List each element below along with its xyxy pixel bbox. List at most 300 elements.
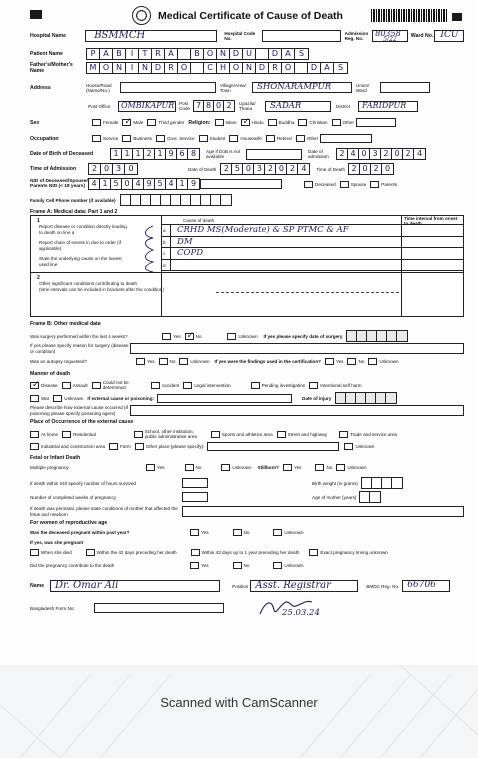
multiple-no-checkbox[interactable] [185, 464, 194, 471]
part2-text-2: (time intervals can be included in brackets after the condition) [39, 287, 164, 292]
position-label: Position [232, 583, 249, 589]
char-cell [347, 331, 357, 341]
manner-disease-checkbox[interactable] [30, 379, 40, 390]
check-mark-icon: ✓ [242, 117, 251, 127]
stillborn-yes-label: Yes [293, 465, 302, 470]
fetal-title: Fetal or Infant Death [30, 455, 81, 461]
injury-date-cells[interactable] [335, 392, 397, 404]
char-cell [382, 478, 392, 488]
manner-unknown-checkbox[interactable] [53, 395, 62, 402]
check-mark-icon: ✓ [186, 330, 195, 341]
occ-housewife-label: Housewife [240, 136, 262, 141]
religion-islam-label: Islam [225, 120, 237, 125]
char-cell [221, 195, 231, 205]
pregnant-unknown-checkbox[interactable] [273, 529, 282, 536]
char-cell [356, 393, 366, 403]
perinatal-field[interactable] [182, 506, 464, 517]
place-other-field[interactable] [207, 442, 339, 451]
autopsy-unknown-checkbox[interactable] [179, 358, 188, 365]
char-cell: U [243, 49, 256, 59]
pregnant-no-label: No [243, 530, 250, 535]
char-cell: A [100, 49, 113, 59]
char-cell: D [230, 49, 243, 59]
pregnant-row [30, 529, 464, 536]
char-cell: 0 [243, 164, 254, 174]
bmdc-field[interactable] [402, 580, 450, 592]
occ-retired-checkbox[interactable] [266, 135, 275, 142]
stillborn-no-checkbox[interactable] [315, 464, 324, 471]
nid-row [30, 178, 464, 190]
stillborn-yes-checkbox[interactable] [283, 464, 292, 471]
admission-value: 80358 [375, 29, 401, 38]
char-cell [211, 195, 221, 205]
manner-accident-checkbox[interactable] [151, 382, 160, 389]
address-row-2 [30, 100, 464, 112]
admission-date-label: Date of admission [308, 149, 329, 159]
weeks-label: Number of completed weeks of pregnancy [30, 494, 117, 500]
place-unknown-checkbox[interactable] [344, 443, 353, 450]
mother-age-cells[interactable] [359, 491, 381, 503]
char-cell: 0 [385, 164, 391, 173]
hours-field[interactable] [182, 478, 208, 488]
hospital-name-value: BSMMCH [94, 30, 146, 41]
place-row-1 [30, 429, 464, 439]
mother-age-label: Age of mother (years) [312, 494, 357, 500]
char-cell: 1 [111, 149, 122, 159]
char-cell: S [337, 63, 344, 72]
nid-parents-checkbox[interactable] [370, 181, 379, 188]
place-school-label: School, other institution, public administrative area [144, 429, 197, 439]
findings-unknown-label: Unknown [379, 359, 399, 364]
birth-weight-cells[interactable] [361, 477, 403, 489]
check-mark-icon: ✓ [124, 117, 132, 127]
char-cell [336, 393, 346, 403]
manner-disease-label: Disease [41, 382, 58, 388]
char-cell: 9 [144, 179, 155, 189]
occupation-row [30, 134, 464, 143]
char-cell [357, 331, 367, 341]
dob-cells[interactable] [110, 148, 200, 160]
char-cell: 3 [113, 164, 125, 174]
frame-a-table [30, 215, 464, 317]
autopsy-yes-label: Yes [147, 359, 155, 364]
char-cell: 0 [392, 149, 403, 159]
district-value: FARIDPUR [362, 100, 407, 110]
surgery-reason-field[interactable] [130, 343, 464, 354]
multiple-unknown-checkbox[interactable] [221, 464, 230, 471]
religion-label: Religion: [188, 119, 211, 126]
nid-parents-label: Parents [381, 181, 398, 187]
char-cell [256, 49, 269, 59]
death-time-label: Time of Death [316, 166, 346, 172]
char-cell: O [282, 63, 295, 73]
check-mark-icon: ✓ [32, 379, 40, 390]
admission-time-cells[interactable] [88, 163, 138, 175]
place-industrial-label: Industrial and construction area [41, 444, 106, 449]
char-cell [295, 63, 308, 73]
sex-label: Sex [30, 119, 40, 126]
cause-line-c[interactable] [161, 248, 463, 260]
sex-row [30, 118, 464, 127]
religion-christian-label: Christian [309, 120, 328, 125]
occ-business-checkbox[interactable] [122, 135, 131, 142]
hospital-name-label: Hospital Name [30, 33, 67, 39]
char-cell [191, 63, 204, 73]
phone-cells[interactable] [120, 194, 232, 206]
char-cell: R [269, 63, 282, 73]
char-cell [366, 393, 376, 403]
char-cell [151, 195, 161, 205]
within43-checkbox[interactable] [191, 549, 200, 556]
certificate-title: Medical Certificate of Cause of Death [158, 10, 343, 22]
times-row [30, 163, 464, 175]
frame-b-title-row [30, 321, 464, 327]
when-died-checkbox[interactable] [30, 549, 39, 556]
union-label: Union/ Ward [356, 82, 370, 93]
place-industrial-checkbox[interactable] [30, 443, 39, 450]
stillborn-unknown-checkbox[interactable] [336, 464, 345, 471]
char-cell: 8 [204, 101, 214, 111]
contribute-unknown-label: Unknown [284, 563, 304, 568]
upazila-field[interactable] [265, 101, 331, 112]
char-cell [360, 492, 370, 502]
char-cell: N [217, 49, 230, 59]
doctor-name-label: Name [30, 583, 45, 589]
post-office-field[interactable] [118, 101, 176, 112]
surgery-unknown-checkbox[interactable] [227, 333, 236, 340]
occ-business-label: Business [133, 136, 152, 141]
place-residential-label: Residential [73, 431, 96, 437]
hours-row [30, 477, 464, 489]
char-cell: R [165, 63, 178, 73]
exact-unknown-checkbox[interactable] [309, 549, 318, 556]
cause-line-letter: a [163, 228, 166, 233]
parent-name-label: Father's/Mother's Name [30, 62, 73, 74]
patient-name-row [30, 48, 464, 60]
occ-housewife-checkbox[interactable] [229, 135, 238, 142]
char-cell: 2 [287, 164, 298, 174]
patient-name-cells[interactable] [86, 48, 309, 60]
surgery-reason-label: If yes please specify reason for surgery (disease or condition) [30, 343, 129, 354]
manner-war-checkbox[interactable] [30, 395, 39, 402]
char-cell: 2 [381, 149, 392, 159]
autopsy-no-checkbox[interactable] [159, 358, 168, 365]
place-unknown-label: Unknown [355, 444, 375, 449]
manner-row-1 [30, 380, 464, 390]
cause-line-letter: b [163, 239, 166, 245]
part2-line [216, 292, 399, 293]
interval-header: Time interval from onset to death [404, 216, 458, 226]
char-cell [161, 195, 171, 205]
admission-time-label: Time of Admission [30, 166, 77, 172]
char-cell: O [178, 63, 191, 73]
char-cell [131, 195, 141, 205]
sex-third-checkbox[interactable] [147, 119, 156, 126]
surgery-reason-row [30, 343, 464, 354]
frame-a-title: Frame A: Medical data: Part 1 and 2 [30, 209, 118, 215]
upazila-label: Upazila/ Thana [239, 101, 256, 111]
cause-line-d[interactable] [161, 260, 463, 272]
cause-line-value: DM [177, 236, 193, 247]
char-cell: 5 [232, 164, 243, 174]
part2-number: 2 [37, 275, 40, 281]
dob-row [30, 148, 464, 160]
manner-assault-checkbox[interactable] [62, 382, 71, 389]
pregnant-yes-checkbox[interactable] [190, 529, 199, 536]
char-cell: O [100, 63, 113, 73]
contribute-yes-label: Yes [201, 563, 209, 568]
house-field[interactable] [120, 82, 216, 93]
manner-pending-checkbox[interactable] [251, 382, 260, 389]
nid-extra-field[interactable] [200, 179, 282, 189]
form-number-field[interactable] [94, 603, 224, 613]
nid-cells[interactable] [88, 178, 200, 190]
place-residential-checkbox[interactable] [62, 431, 71, 438]
external-describe-field[interactable] [130, 405, 464, 416]
post-office-value: OMBIKAPUR [121, 100, 175, 110]
char-cell: C [204, 63, 217, 73]
place-other-checkbox[interactable] [135, 443, 144, 450]
findings-yes-checkbox[interactable] [325, 358, 334, 365]
place-trade-checkbox[interactable] [339, 431, 348, 438]
cause-line-letter: d [163, 262, 166, 268]
char-cell: D [269, 49, 282, 59]
admission-field[interactable] [372, 30, 408, 42]
place-home-label: At home [41, 431, 59, 437]
nid-deceased-checkbox[interactable] [304, 181, 313, 188]
manner-accident-label: Accident [161, 382, 180, 388]
religion-christian-checkbox[interactable] [298, 119, 307, 126]
cause-header: Cause of death [183, 218, 215, 223]
manner-title-row [30, 371, 464, 377]
char-cell [370, 492, 380, 502]
age-label: Age if DoB is not available [206, 149, 241, 159]
char-cell [121, 195, 131, 205]
age-field[interactable] [246, 149, 302, 160]
parent-name-cells[interactable] [86, 62, 348, 74]
occ-other-checkbox[interactable] [296, 135, 305, 142]
manner-undetermined-checkbox[interactable] [92, 382, 101, 389]
timing-row [30, 549, 464, 556]
weeks-field[interactable] [182, 492, 208, 502]
corner-mark-right [452, 13, 462, 21]
within42-checkbox[interactable] [86, 549, 95, 556]
char-cell [171, 195, 181, 205]
contribute-unknown-checkbox[interactable] [273, 562, 282, 569]
occ-other-field[interactable] [320, 134, 372, 143]
religion-other-checkbox[interactable] [332, 119, 341, 126]
pregnant-unknown-label: Unknown [284, 530, 304, 535]
scanner-watermark-text: Scanned with CamScanner [160, 695, 318, 710]
within42-label: Within the 42 days preceding her death [96, 550, 177, 555]
occ-service-label: Service [103, 136, 119, 141]
surgery-yes-checkbox[interactable] [162, 333, 171, 340]
place-farm-label: Farm [120, 444, 131, 449]
admission-label: Admission Reg. No. [344, 31, 369, 41]
multiple-yes-checkbox[interactable] [146, 464, 155, 471]
religion-buddha-checkbox[interactable] [268, 119, 277, 126]
part1-text-3: State the underlying cause on the lowest used line [39, 256, 122, 267]
char-cell [141, 195, 151, 205]
occ-service-checkbox[interactable] [92, 135, 101, 142]
occ-govt-label: Govt. Service [166, 136, 195, 141]
char-cell [191, 195, 201, 205]
part1-text-2: Report chain of events in due to order (if applicable) [39, 240, 121, 251]
ward-field[interactable] [434, 30, 464, 42]
hospital-row [30, 30, 464, 42]
religion-hindu-checkbox[interactable] [241, 119, 250, 126]
char-cell: 7 [194, 101, 204, 111]
nid-spouse-checkbox[interactable] [340, 181, 349, 188]
house-label: House/Road (Name/No.) [86, 82, 112, 93]
char-cell: S [298, 49, 305, 58]
findings-no-checkbox[interactable] [347, 358, 356, 365]
char-cell: D [256, 63, 269, 73]
barcode [371, 9, 448, 22]
cause-line-letter: c [163, 251, 166, 256]
upazila-value: SADAR [270, 100, 302, 111]
sex-third-label: Third gender [158, 120, 185, 125]
dob-label: Date of Birth of Deceased [30, 151, 94, 157]
religion-buddha-label: Buddha [278, 120, 295, 125]
char-cell: 3 [370, 149, 381, 159]
char-cell: 4 [133, 179, 144, 189]
village-label: Village/Area/ Town [220, 82, 246, 93]
post-code-label: Post Code [179, 101, 190, 111]
char-cell: O [204, 49, 217, 59]
char-cell: 4 [166, 179, 177, 189]
death-date-cells[interactable] [220, 163, 310, 175]
religion-islam-checkbox[interactable] [215, 119, 224, 126]
death-time-cells[interactable] [348, 163, 394, 175]
contribute-question: Did the pregnancy contribute to the death [30, 563, 115, 568]
multiple-unknown-label: Unknown [232, 465, 252, 470]
hours-label: If death within 24h specify number of hours survived [30, 480, 136, 486]
place-title: Place of Occurrence of the external cause [30, 419, 134, 425]
union-field[interactable] [380, 82, 430, 93]
autopsy-question: Was an autopsy requested? [30, 359, 88, 364]
char-cell: B [113, 49, 126, 59]
multiple-label: Multiple pregnancy [30, 465, 69, 470]
contribute-yes-checkbox[interactable] [190, 562, 199, 569]
part1-number: 1 [37, 218, 40, 224]
nid-label: NID of Deceased/Spouse/ Parents NID (< 18 years) [30, 178, 88, 189]
findings-yes-label: Yes [335, 359, 344, 364]
reproductive-title: For women of reproductive age [30, 520, 108, 526]
death-date-label: Date of Death [188, 166, 217, 172]
form-row [30, 603, 464, 613]
manner-title: Manner of death [30, 371, 71, 377]
autopsy-yes-checkbox[interactable] [136, 358, 145, 365]
surgery-date-cells[interactable] [346, 330, 408, 342]
place-farm-checkbox[interactable] [109, 443, 118, 450]
surgery-row [30, 330, 464, 342]
stillborn-no-label: No [326, 465, 333, 470]
district-field[interactable] [358, 101, 418, 112]
post-code-cells[interactable] [193, 100, 235, 112]
doctor-name-field[interactable] [50, 580, 220, 592]
occ-govt-checkbox[interactable] [156, 135, 165, 142]
cause-line-b[interactable] [161, 237, 463, 249]
surgery-no-checkbox[interactable] [185, 330, 195, 341]
char-cell: 4 [348, 149, 359, 159]
occ-student-label: Student [209, 136, 226, 141]
address-label: Address [30, 84, 51, 91]
char-cell [362, 478, 372, 488]
place-row-2 [30, 442, 464, 451]
address-row-1 [30, 82, 464, 93]
char-cell: 0 [276, 164, 287, 174]
part1-text-1: Report disease or condition directly leading to death on line a [39, 224, 127, 235]
place-street-checkbox[interactable] [277, 431, 286, 438]
village-field[interactable] [252, 82, 352, 93]
char-cell [346, 393, 356, 403]
surgery-no-label: No [195, 333, 202, 339]
manner-selfharm-checkbox[interactable] [309, 382, 318, 389]
pregnant-no-checkbox[interactable] [233, 529, 242, 536]
admission-date-cells[interactable] [336, 148, 426, 160]
place-street-label: Street and highway [287, 431, 327, 437]
char-cell [397, 331, 407, 341]
cause-line-a[interactable] [161, 225, 463, 237]
cause-line-value: COPD [177, 248, 204, 258]
cause-line-separator [170, 225, 171, 236]
occ-student-checkbox[interactable] [199, 135, 208, 142]
pregnant-yes-label: Yes [201, 530, 209, 535]
place-home-checkbox[interactable] [30, 431, 39, 438]
position-field[interactable] [250, 580, 358, 592]
external-field[interactable] [157, 394, 292, 403]
place-sports-checkbox[interactable] [211, 431, 220, 438]
external-describe-row [30, 405, 464, 416]
occ-other-label: Other [306, 136, 319, 141]
religion-hindu-label: Hindu [251, 120, 264, 125]
religion-other-field[interactable] [356, 118, 396, 127]
when-died-label: When she died [41, 550, 72, 555]
bmdc-value: 66706 [407, 580, 436, 590]
char-cell: 0 [122, 179, 133, 189]
char-cell: 1 [133, 149, 144, 159]
char-cell: 6 [177, 149, 188, 159]
ifyes-label: If yes, was she pregnant [30, 540, 84, 545]
part2-text-1: Other significant conditions contributing to death [39, 281, 138, 286]
manner-legal-checkbox[interactable] [183, 382, 192, 389]
place-school-checkbox[interactable] [134, 431, 143, 438]
doctor-name-value: Dr. Omar Ali [55, 580, 119, 591]
manner-pending-label: Pending investigation [261, 382, 306, 388]
position-value: Asst. Registrar [255, 580, 331, 591]
sex-male-checkbox[interactable] [122, 119, 131, 126]
hospital-name-field[interactable] [85, 30, 217, 42]
cause-line-separator [170, 237, 171, 248]
patient-name-label: Patient Name [30, 51, 63, 57]
scanner-footer [0, 665, 478, 758]
footer-pattern [0, 665, 478, 758]
contribute-no-checkbox[interactable] [233, 562, 242, 569]
char-cell: 3 [254, 164, 265, 174]
findings-unknown-checkbox[interactable] [368, 358, 377, 365]
char-cell [377, 331, 387, 341]
ifyes-row [30, 540, 464, 545]
hospital-code-field[interactable] [262, 30, 341, 42]
manner-row-2 [30, 392, 464, 404]
char-cell: N [139, 63, 152, 73]
phone-label: Family Cell Phone number (if available) [30, 197, 116, 203]
nid-spouse-label: Spouse [350, 181, 367, 187]
sex-female-checkbox[interactable] [92, 119, 101, 126]
parent-name-row [30, 62, 464, 74]
form-number-label: Bangladesh Form No: [30, 605, 75, 611]
